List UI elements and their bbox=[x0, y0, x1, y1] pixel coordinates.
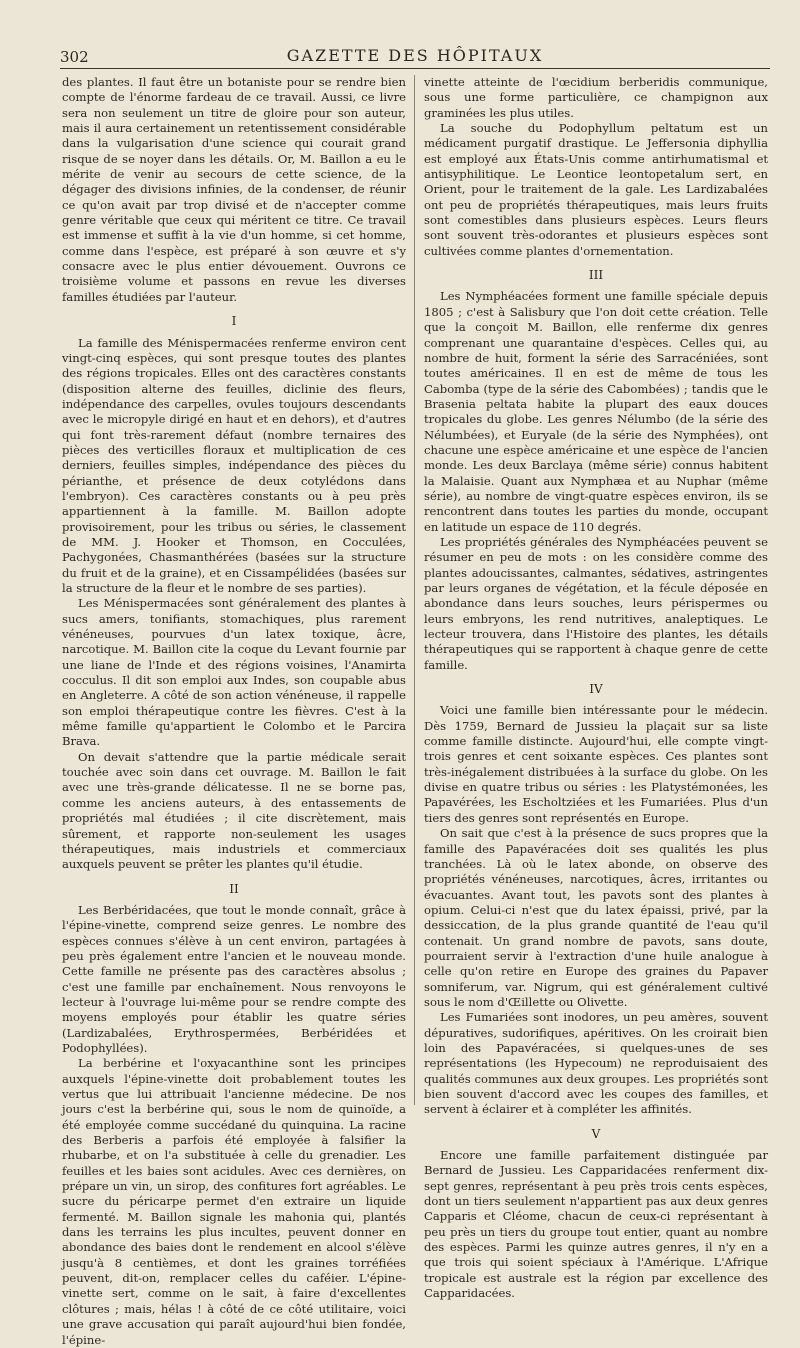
paragraph: Les Berbéridacées, que tout le monde connaît, grâce à l'épine-vinette, comprend seize genres. Le nombre des espèces connues s'élève à un cent environ, partagées à peu près également entre l'ancien et le nouveau monde. Cette famille ne présente pas des caractères absolus ; c'est une famille par enchaînement. Nous renvoyons le lecteur à l'ouvrage lui-même pour se rendre compte des moyens employés pour établir les quatre séries (Lardizabalées, Erythrospermées, Berbéridées et Podophyllées). bbox=[62, 902, 406, 1055]
page-header bbox=[60, 44, 770, 69]
right-column bbox=[424, 75, 768, 1301]
section-heading: III bbox=[588, 268, 604, 283]
left-column bbox=[62, 75, 406, 1347]
paragraph: Les propriétés générales des Nymphéacées peuvent se résumer en peu de mots : on les considère comme des plantes adoucissantes, calmantes, sédatives, astringentes par leurs organes de végétation, et la fécule déposée en abondance dans leurs souches, leurs périspermes ou leurs embryons, les rend nutritives, analeptiques. Le lecteur trouvera, dans l'Histoire des plantes, les détails thérapeutiques qui se rapportent à chaque genre de cette famille. bbox=[424, 534, 768, 672]
column-divider bbox=[414, 75, 415, 1105]
paragraph: On sait que c'est à la présence de sucs propres que la famille des Papavéracées doit ses qualités les plus tranchées. Là où le latex abonde, on observe des propriétés vénéneuses, narcotiques, âcres, irritantes ou évacuantes. Avant tout, les pavots sont des plantes à opium. Celui-ci n'est que du latex épaissi, privé, par la dessiccation, de la plus grande quantité de l'eau qu'il contenait. Un grand nombre de pavots, sans doute, pourraient servir à l'extraction d'une huile analogue à celle qu'on retire en Europe des graines du Papaver somniferum, var. Nigrum, qui est généralement cultivé sous le nom d'Œillette ou Olivette. bbox=[424, 826, 768, 1009]
section-heading: IV bbox=[589, 682, 603, 697]
paragraph: Voici une famille bien intéressante pour le médecin. Dès 1759, Bernard de Jussieu la plaçait sur sa liste comme famille distincte. Aujourd'hui, elle compte vingt-trois genres et cent soixante espèces. Ces plantes sont très-inégalement distribuées à la surface du globe. On les divise en quatre tribus ou séries : les Platystémonées, les Papavérées, les Escholtziées et les Fumariées. Plus d'un tiers des genres sont représentés en Europe. bbox=[424, 703, 768, 825]
section-heading: V bbox=[591, 1126, 601, 1141]
paragraph: Les Ménispermacées sont généralement des plantes à sucs amers, tonifiants, stomachiques, plus rarement vénéneuses, pourvues d'un latex toxique, âcre, narcotique. M. Baillon cite la coque du Levant fournie par une liane de l'Inde et des régions voisines, l'Anamirta cocculus. Il dit son emploi aux Indes, son coupable abus en Angleterre. A côté de son action vénéneuse, il rappelle son emploi thérapeutique contre les fièvres. C'est à la même famille qu'appartient le Colombo et le Parcira Brava. bbox=[62, 596, 406, 749]
paragraph: Les Nymphéacées forment une famille spéciale depuis 1805 ; c'est à Salisbury que l'on doit cette création. Telle que la conçoit M. Baillon, elle renferme dix genres comprenant une quarantaine d'espèces. Celles qui, au nombre de huit, forment la série des Sarracéniées, sont toutes américaines. Il en est de même de tous les Cabomba (type de la série des Cabombées) ; tandis que le Brasenia peltata habite la plupart des eaux douces tropicales du globe. Les genres Nélumbo (de la série des Nélumbées), et Euryale (de la série des Nymphées), ont chacune une espèce américaine et une espèce de l'ancien monde. Les deux Barclaya (même série) connus habitent la Malaisie. Quant aux Nymphæa et au Nuphar (même série), au nombre de vingt-quatre espèces environ, ils se rencontrent dans toutes les parties du monde, occupant en latitude un espace de 110 degrés. bbox=[424, 289, 768, 534]
paragraph: On devait s'attendre que la partie médicale serait touchée avec soin dans cet ouvrage. M. Baillon le fait avec une très-grande délicatesse. Il ne se borne pas, comme les anciens auteurs, à des entassements de propriétés mal étudiées ; il cite discrètement, mais sûrement, et rapporte non-seulement les usages thérapeutiques, mais industriels et commerciaux auxquels peuvent se prêter les plantes qu'il étudie. bbox=[62, 749, 406, 872]
paragraph: Les Fumariées sont inodores, un peu amères, souvent dépuratives, sudorifiques, apéritives. On les croirait bien loin des Papavéracées, si quelques-unes de ses représentations (les Hypecoum) ne reproduisaient des qualités communes aux deux groupes. Les propriétés sont bien souvent d'accord avec les coupes des familles, et servent à éclairer et à compléter les affinités. bbox=[424, 1010, 768, 1117]
paragraph: des plantes. Il faut être un botaniste pour se rendre bien compte de l'énorme fardeau de ce travail. Aussi, ce livre sera non seulement un titre de gloire pour son auteur, mais il aura certainement un retentissement considérable dans la vulgarisation d'une science qui courait grand risque de se noyer dans les détails. Or, M. Baillon a eu le mérite de venir au secours de cette science, de la dégager des divisions infinies, de la condenser, de réunir ce qu'on avait par trop divisé et de n'accepter comme genre véritable que ceux qui méritent ce titre. Ce travail est immense et suffit à la vie d'un homme, si cet homme, comme dans l'espèce, est préparé à son œuvre et s'y consacre avec le plus entier dévouement. Ouvrons ce troisième volume et passons en revue les diverses familles étudiées par l'auteur. bbox=[62, 75, 406, 304]
journal-title: GAZETTE DES HÔPITAUX bbox=[286, 46, 544, 65]
paragraph: vinette atteinte de l'œcidium berberidis communique, sous une forme particulière, ce champignon aux graminées les plus utiles. bbox=[424, 75, 768, 120]
section-heading: II bbox=[229, 881, 239, 896]
section-heading: I bbox=[231, 314, 237, 329]
paragraph: La famille des Ménispermacées renferme environ cent vingt-cinq espèces, qui sont presque toutes des plantes des régions tropicales. Elles ont des caractères constants (disposition alterne des feuilles, diclinie des fleurs, indépendance des carpelles, ovules toujours descendants avec le micropyle dirigé en haut et en dehors), et d'autres qui font très-rarement défaut (nombre ternaires des pièces des verticilles floraux et multiplication de ces derniers, feuilles simples, indépendance des pièces du périanthe, et présence de deux cotylédons dans l'embryon). Ces caractères constants ou à peu près appartiennent à la famille. M. Baillon adopte provisoirement, pour les tribus ou séries, le classement de MM. J. Hooker et Thomson, en Cocculées, Pachygonées, Chasmanthérées (basées sur la structure du fruit et de la graine), et en Cissampélidées (basées sur la structure de la fleur et le nombre de ses parties). bbox=[62, 335, 406, 595]
paragraph: La berbérine et l'oxyacanthine sont les principes auxquels l'épine-vinette doit probablement toutes les vertus que lui attribuait l'ancienne médecine. De nos jours c'est la berbérine qui, sous le nom de quinoïde, a été employée comme succédané du quinquina. La racine des Berberis a parfois été employée à falsifier la rhubarbe, et on l'a substituée à celle du grenadier. Les feuilles et les baies sont acidules. Avec ces dernières, on prépare un vin, un sirop, des confitures fort agréables. Le sucre du péricarpe permet d'en extraire un liquide fermenté. M. Baillon signale les mahonia qui, plantés dans les terrains les plus incultes, peuvent donner en abondance des baies dont le rendement en alcool s'élève jusqu'à 8 centièmes, et dont les graines torréfiées peuvent, dit-on, remplacer celles du caféier. L'épine-vinette sert, comme on le sait, à faire d'excellentes clôtures ; mais, hélas ! à côté de ce côté utilitaire, voici une grave accusation qui paraît aujourd'hui bien fondée, l'épine- bbox=[62, 1056, 406, 1347]
paragraph: Encore une famille parfaitement distinguée par Bernard de Jussieu. Les Capparidacées renferment dix-sept genres, représentant à peu près trois cents espèces, dont un tiers seulement n'appartient pas aux deux genres Capparis et Cléome, chacun de ceux-ci représentant à peu près un tiers du groupe tout entier, quant au nombre des espèces. Parmi les quinze autres genres, il n'y en a que trois qui soient spéciaux à l'Amérique. L'Afrique tropicale est australe est la région par excellence des Capparidacées. bbox=[424, 1148, 768, 1301]
paragraph: La souche du Podophyllum peltatum est un médicament purgatif drastique. Le Jeffersonia diphyllia est employé aux États-Unis comme antirhumatismal et antisyphilitique. Le Leontice leontopetalum sert, en Orient, pour le traitement de la gale. Les Lardizabalées ont peu de propriétés thérapeutiques, mais leurs fruits sont comestibles dans plusieurs espèces. Leurs fleurs sont souvent très-odorantes et plusieurs espèces sont cultivées comme plantes d'ornementation. bbox=[424, 121, 768, 258]
page-number: 302 bbox=[60, 48, 89, 66]
